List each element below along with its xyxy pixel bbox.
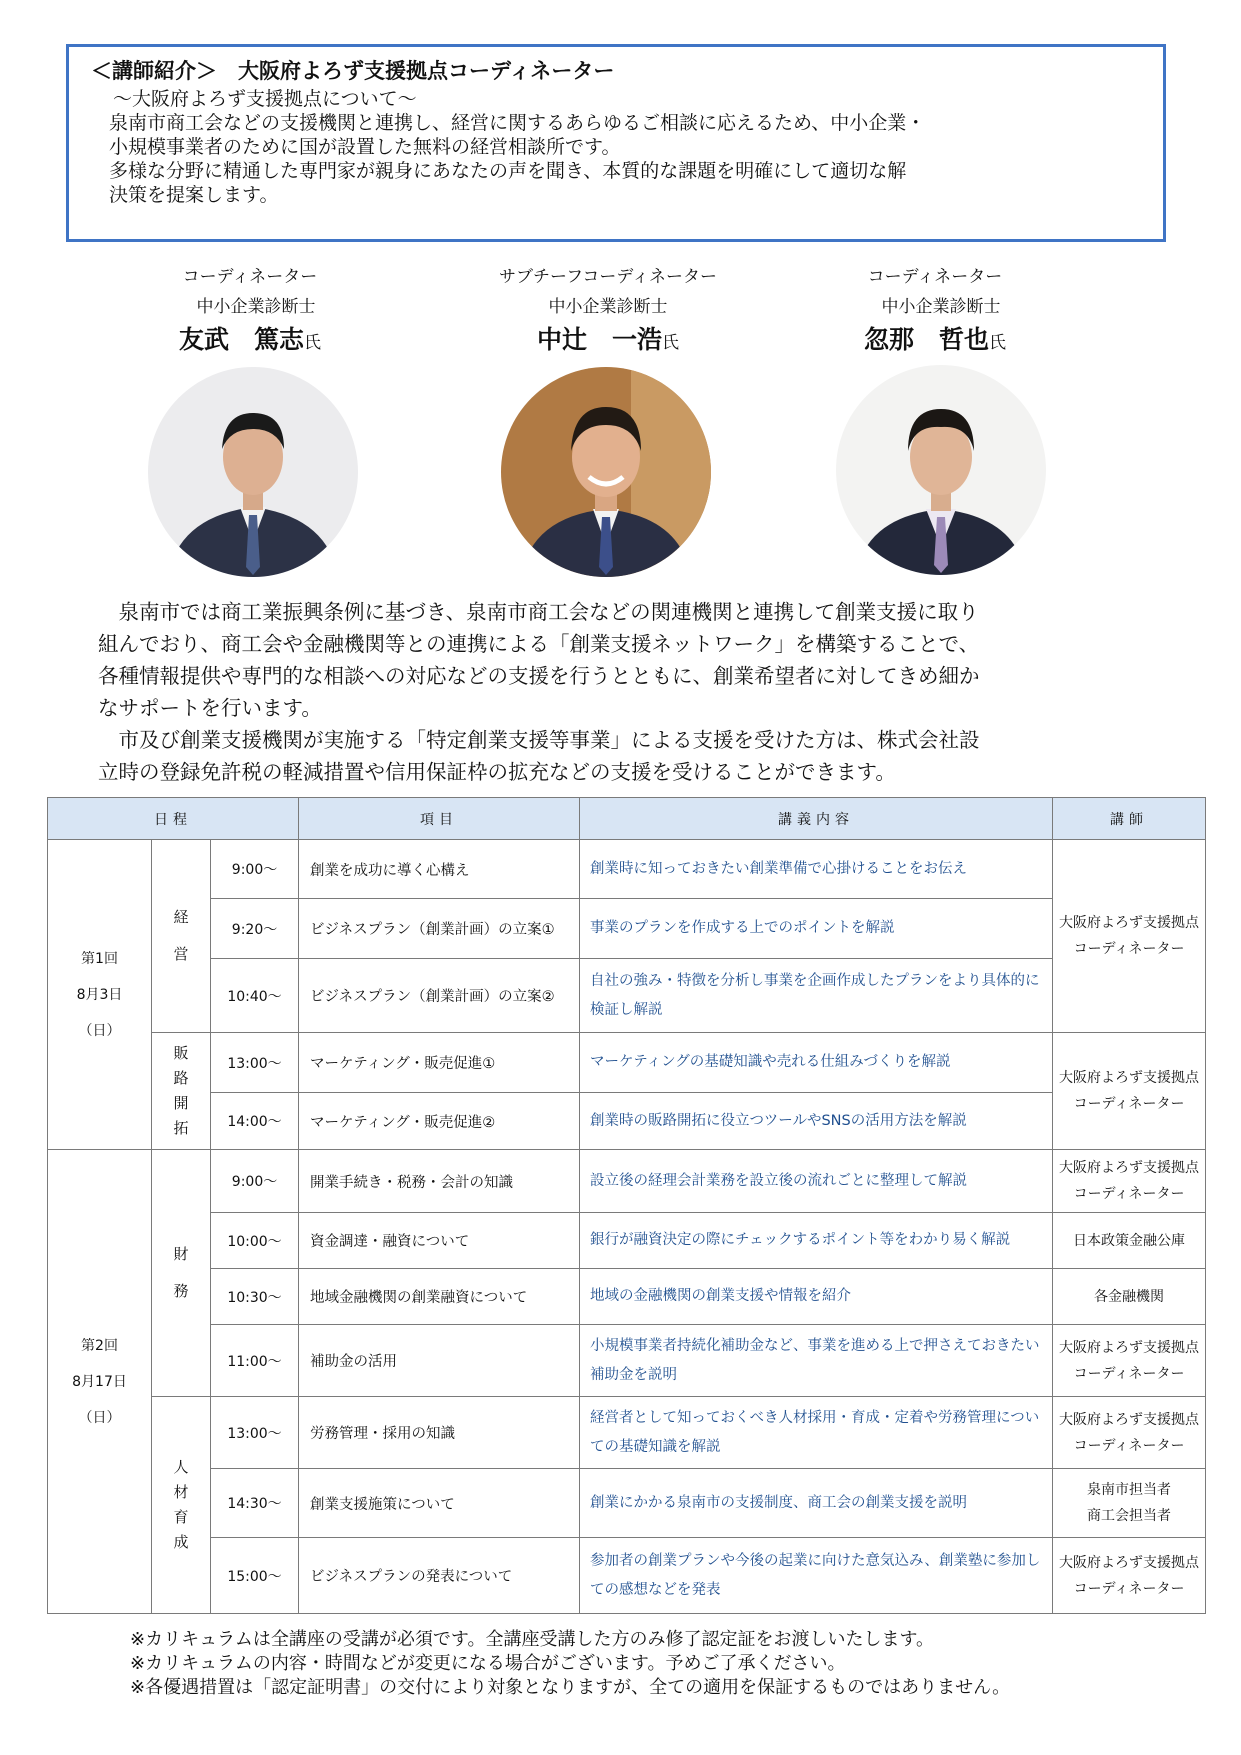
coordinator-role: サブチーフコーディネーター	[499, 267, 717, 287]
coordinator-photo-1	[148, 367, 358, 577]
item-cell: マーケティング・販売促進①	[299, 1033, 580, 1093]
intro-title: ＜講師紹介＞ 大阪府よろず支援拠点コーディネーター	[91, 59, 615, 83]
coordinator-photo-3	[836, 365, 1046, 575]
table-row	[48, 1469, 1206, 1538]
lecturer-cell: 大阪府よろず支援拠点 コーディネーター	[1053, 1150, 1206, 1213]
coordinator-name: 忽那 哲也氏	[863, 325, 1006, 354]
item-cell: 開業手続き・税務・会計の知識	[299, 1150, 580, 1213]
time-cell: 15:00～	[211, 1538, 299, 1614]
day1-cell: 第1回 8月3日 （日）	[48, 840, 152, 1150]
note-line: ※カリキュラムの内容・時間などが変更になる場合がございます。予めご了承ください。	[130, 1653, 846, 1674]
intro-line: 泉南市商工会などの支援機関と連携し、経営に関するあらゆるご相談に応えるため、中小企業・	[109, 112, 926, 134]
category-keiei: 経 営	[152, 840, 211, 1033]
table-row	[48, 959, 1206, 1033]
table-row	[48, 1213, 1206, 1269]
time-cell: 10:30～	[211, 1269, 299, 1325]
lecturer-cell: 大阪府よろず支援拠点 コーディネーター	[1053, 840, 1206, 1033]
content-cell: 創業にかかる泉南市の支援制度、商工会の創業支援を説明	[580, 1469, 1053, 1538]
time-cell: 9:00～	[211, 1150, 299, 1213]
item-cell: 補助金の活用	[299, 1325, 580, 1397]
lecturer-cell: 大阪府よろず支援拠点 コーディネーター	[1053, 1033, 1206, 1150]
time-cell: 11:00～	[211, 1325, 299, 1397]
coordinator-name: 中辻 一浩氏	[536, 325, 679, 354]
coordinator-1	[100, 262, 400, 361]
item-cell: 労務管理・採用の知識	[299, 1397, 580, 1469]
time-cell: 9:00～	[211, 840, 299, 899]
intro-line: 決策を提案します。	[109, 184, 279, 206]
schedule-table	[47, 797, 1206, 1614]
note-line: ※各優遇措置は「認定証明書」の交付により対象となりますが、全ての適用を保証するものではありません。	[130, 1677, 1011, 1698]
time-cell: 14:30～	[211, 1469, 299, 1538]
paragraph-line: 市及び創業支援機関が実施する「特定創業支援等事業」による支援を受けた方は、株式会社設	[98, 728, 980, 752]
item-cell: 地域金融機関の創業融資について	[299, 1269, 580, 1325]
table-row	[48, 1325, 1206, 1397]
item-cell: ビジネスプラン（創業計画）の立案①	[299, 899, 580, 959]
paragraph-line: 各種情報提供や専門的な相談への対応などの支援を行うとともに、創業希望者に対してきめ細か	[98, 664, 980, 688]
paragraph-network	[98, 596, 1178, 724]
content-cell: 自社の強み・特徴を分析し事業を企画作成したプランをより具体的に検証し解説	[580, 959, 1053, 1033]
time-cell: 14:00～	[211, 1093, 299, 1150]
paragraph-line: 立時の登録免許税の軽減措置や信用保証枠の拡充などの支援を受けることができます。	[98, 760, 896, 784]
table-row	[48, 1397, 1206, 1469]
content-cell: 銀行が融資決定の際にチェックするポイント等をわかり易く解説	[580, 1213, 1053, 1269]
coordinator-role: コーディネーター	[867, 267, 1003, 287]
note-line: ※カリキュラムは全講座の受講が必須です。全講座受講した方のみ修了認定証をお渡しいたします。	[130, 1629, 935, 1650]
day2-cell: 第2回 8月17日 （日）	[48, 1150, 152, 1614]
paragraph-benefits	[98, 724, 1178, 788]
item-cell: ビジネスプランの発表について	[299, 1538, 580, 1614]
item-cell: ビジネスプラン（創業計画）の立案②	[299, 959, 580, 1033]
coordinator-qualification: 中小企業診断士	[196, 297, 316, 317]
lecturer-cell: 泉南市担当者 商工会担当者	[1053, 1469, 1206, 1538]
content-cell: 小規模事業者持続化補助金など、事業を進める上で押さえておきたい補助金を説明	[580, 1325, 1053, 1397]
coordinator-3	[785, 262, 1085, 361]
lecturer-cell: 各金融機関	[1053, 1269, 1206, 1325]
notes	[130, 1628, 1010, 1700]
lecturer-cell: 大阪府よろず支援拠点 コーディネーター	[1053, 1538, 1206, 1614]
time-cell: 9:20～	[211, 899, 299, 959]
coordinator-qualification: 中小企業診断士	[881, 297, 1001, 317]
paragraph-line: 泉南市では商工業振興条例に基づき、泉南市商工会などの関連機関と連携して創業支援に取り	[98, 600, 979, 624]
header-content: 講義内容	[580, 798, 1053, 840]
lecturer-cell: 大阪府よろず支援拠点 コーディネーター	[1053, 1325, 1206, 1397]
time-cell: 13:00～	[211, 1397, 299, 1469]
item-cell: 創業を成功に導く心構え	[299, 840, 580, 899]
coordinator-photo-2	[501, 367, 711, 577]
item-cell: マーケティング・販売促進②	[299, 1093, 580, 1150]
table-header-row	[48, 798, 1206, 840]
table-row	[48, 1093, 1206, 1150]
paragraph-line: なサポートを行います。	[98, 696, 322, 720]
category-zaimu: 財 務	[152, 1150, 211, 1397]
header-lecturer: 講師	[1053, 798, 1206, 840]
table-row	[48, 840, 1206, 899]
table-row	[48, 1033, 1206, 1093]
content-cell: マーケティングの基礎知識や売れる仕組みづくりを解説	[580, 1033, 1053, 1093]
time-cell: 13:00～	[211, 1033, 299, 1093]
table-row	[48, 1538, 1206, 1614]
table-row	[48, 1150, 1206, 1213]
content-cell: 設立後の経理会計業務を設立後の流れごとに整理して解説	[580, 1150, 1053, 1213]
content-cell: 経営者として知っておくべき人材採用・育成・定着や労務管理についての基礎知識を解説	[580, 1397, 1053, 1469]
coordinator-2	[458, 262, 758, 361]
table-row	[48, 1269, 1206, 1325]
category-jinzai: 人 材 育 成	[152, 1397, 211, 1614]
content-cell: 事業のプランを作成する上でのポイントを解説	[580, 899, 1053, 959]
coordinator-name: 友武 篤志氏	[178, 325, 321, 354]
header-item: 項目	[299, 798, 580, 840]
time-cell: 10:00～	[211, 1213, 299, 1269]
item-cell: 創業支援施策について	[299, 1469, 580, 1538]
intro-line: 小規模事業者のために国が設置した無料の経営相談所です。	[109, 136, 621, 158]
content-cell: 参加者の創業プランや今後の起業に向けた意気込み、創業塾に参加しての感想などを発表	[580, 1538, 1053, 1614]
content-cell: 創業時に知っておきたい創業準備で心掛けることをお伝え	[580, 840, 1053, 899]
coordinator-qualification: 中小企業診断士	[548, 297, 668, 317]
item-cell: 資金調達・融資について	[299, 1213, 580, 1269]
paragraph-line: 組んでおり、商工会や金融機関等との連携による「創業支援ネットワーク」を構築することで、	[98, 632, 980, 656]
intro-box	[66, 44, 1166, 242]
category-hanro: 販 路 開 拓	[152, 1033, 211, 1150]
intro-line: 多様な分野に精通した専門家が親身にあなたの声を聞き、本質的な課題を明確にして適切な解	[109, 160, 907, 182]
intro-subtitle: ～大阪府よろず支援拠点について～	[113, 88, 417, 110]
table-row	[48, 899, 1206, 959]
lecturer-cell: 大阪府よろず支援拠点 コーディネーター	[1053, 1397, 1206, 1469]
coordinator-role: コーディネーター	[182, 267, 318, 287]
intro-body	[91, 111, 1143, 207]
content-cell: 創業時の販路開拓に役立つツールやSNSの活用方法を解説	[580, 1093, 1053, 1150]
time-cell: 10:40～	[211, 959, 299, 1033]
content-cell: 地域の金融機関の創業支援や情報を紹介	[580, 1269, 1053, 1325]
header-schedule: 日程	[48, 798, 299, 840]
lecturer-cell: 日本政策金融公庫	[1053, 1213, 1206, 1269]
